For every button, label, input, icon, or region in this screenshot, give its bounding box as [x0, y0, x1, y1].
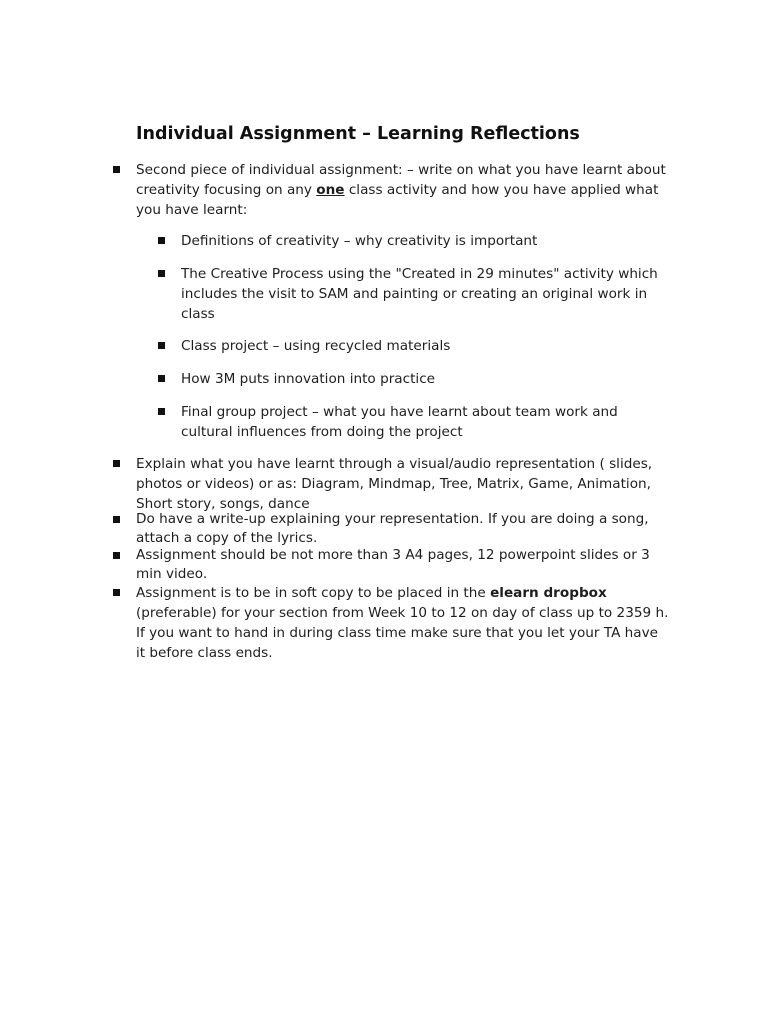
intro-line-2-before: creativity focusing on any: [136, 182, 317, 198]
sub-item-line: includes the visit to SAM and painting or creating an original work in: [181, 286, 648, 302]
intro-item: [136, 160, 666, 220]
explain-line: Short story, songs, dance: [136, 496, 310, 512]
submission-line-4: it before class ends.: [136, 645, 273, 661]
explain-line: photos or videos) or as: Diagram, Mindmap, Tree, Matrix, Game, Animation,: [136, 476, 651, 492]
sub-item-line: Definitions of creativity – why creativity is important: [181, 233, 538, 249]
sub-item-line: cultural influences from doing the project: [181, 424, 463, 440]
sub-item-line: Class project – using recycled materials: [181, 338, 451, 354]
submission-line-3: If you want to hand in during class time make sure that you let your TA have: [136, 625, 659, 641]
intro-line-1: Second piece of individual assignment: – write on what you have learnt about: [136, 162, 666, 178]
sub-item-final-group-project: [181, 402, 618, 442]
submission-line-1-before: Assignment is to be in soft copy to be placed in the: [136, 585, 491, 601]
explain-line: Explain what you have learnt through a visual/audio representation ( slides,: [136, 456, 653, 472]
intro-line-2-after: class activity and how you have applied what: [344, 182, 659, 198]
sub-item-3m-innovation: [181, 369, 435, 389]
sub-item-line: class: [181, 306, 215, 322]
page-title: Individual Assignment – Learning Reflections: [136, 124, 580, 144]
sub-item-creative-process: [181, 264, 658, 324]
length-item: [136, 546, 650, 583]
intro-line-2: [136, 180, 666, 200]
sub-item-line: The Creative Process using the "Created in 29 minutes" activity which: [181, 266, 658, 282]
length-line: Assignment should be not more than 3 A4 pages, 12 powerpoint slides or 3: [136, 547, 650, 563]
intro-line-3: you have learnt:: [136, 202, 248, 218]
writeup-line: Do have a write-up explaining your representation. If you are doing a song,: [136, 511, 649, 527]
bullet-square-icon: [113, 589, 120, 596]
sub-item-line: How 3M puts innovation into practice: [181, 371, 436, 387]
submission-item: [136, 583, 668, 663]
bullet-square-icon: [158, 408, 165, 415]
length-line: min video.: [136, 565, 208, 582]
bullet-square-icon: [113, 166, 120, 173]
bullet-square-icon: [158, 237, 165, 244]
submission-line-2: (preferable) for your section from Week 10 to 12 on day of class up to 2359 h.: [136, 605, 669, 621]
sub-item-line: Final group project – what you have learnt about team work and: [181, 404, 618, 420]
explain-item: [136, 454, 652, 514]
bullet-square-icon: [158, 342, 165, 349]
elearn-dropbox-emphasis: elearn dropbox: [490, 585, 607, 601]
writeup-item: [136, 510, 649, 547]
bullet-square-icon: [158, 375, 165, 382]
bullet-square-icon: [113, 516, 120, 523]
bullet-square-icon: [113, 552, 120, 559]
writeup-line: attach a copy of the lyrics.: [136, 529, 318, 546]
bullet-square-icon: [158, 270, 165, 277]
sub-item-class-project: [181, 336, 450, 356]
bullet-square-icon: [113, 460, 120, 467]
sub-item-definitions: [181, 231, 537, 251]
submission-line-1: [136, 583, 668, 603]
emphasis-one: one: [316, 182, 345, 198]
